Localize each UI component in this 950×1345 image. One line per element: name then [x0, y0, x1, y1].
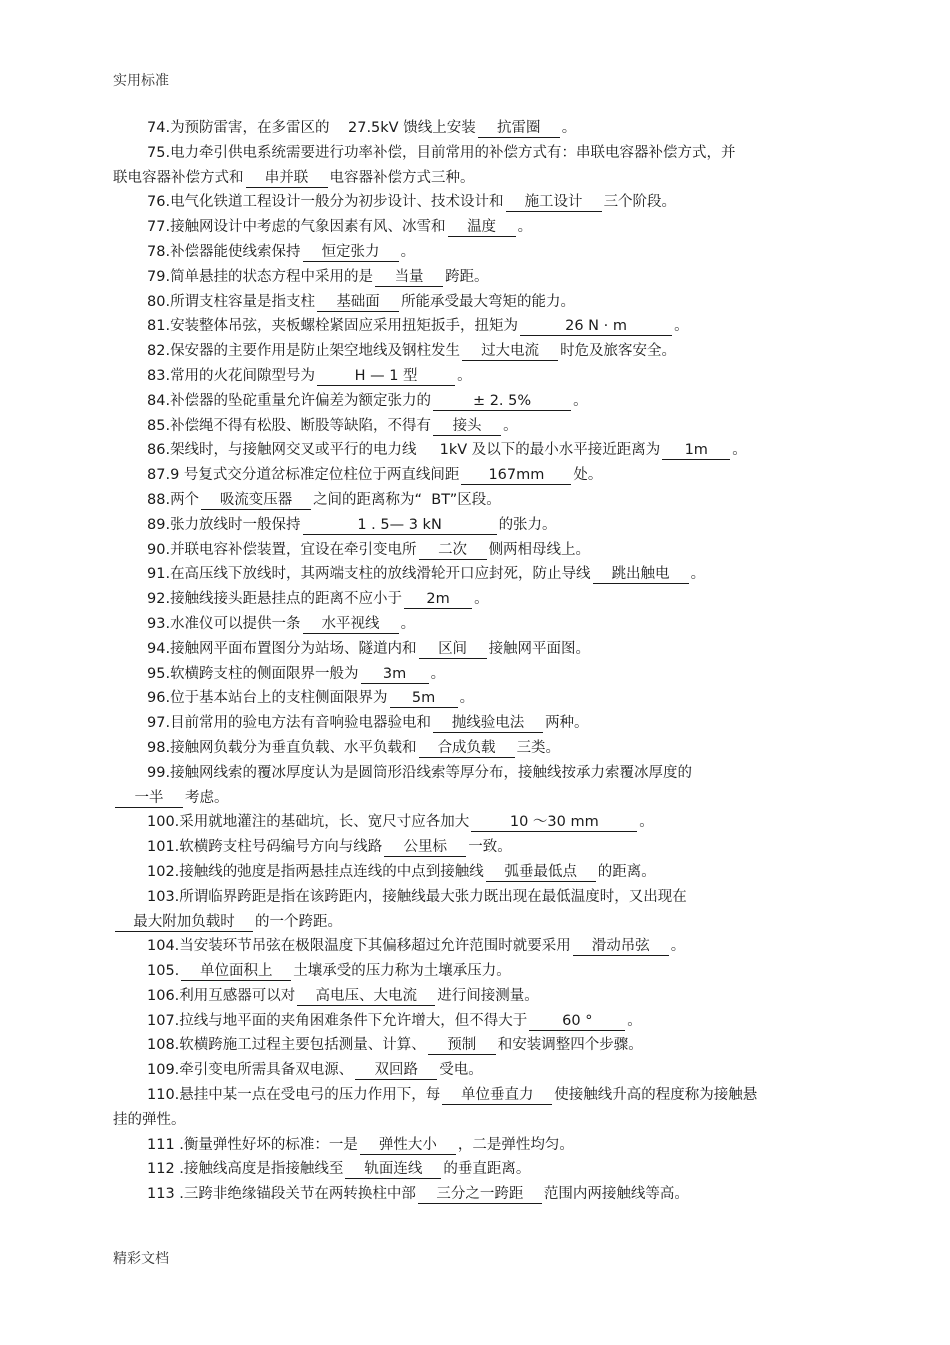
- question-line: [113, 463, 823, 488]
- question-line: [113, 488, 823, 513]
- question-text: 接触网设计中考虑的气象因素有风、冰雪和: [170, 219, 446, 236]
- question-suffix: 三个阶段。: [603, 194, 677, 211]
- answer-blank: 1m: [662, 442, 730, 460]
- question-text: 补偿器能使线索保持: [170, 243, 301, 260]
- question-suffix: 进行间接测量。: [437, 987, 539, 1004]
- question-suffix: 。: [430, 665, 446, 682]
- question-suffix: 之间的距离称为“ BT”区段。: [313, 491, 501, 508]
- question-suffix: 时危及旅客安全。: [560, 343, 677, 360]
- question-suffix: 。: [674, 318, 689, 335]
- answer-blank: 串并联: [246, 170, 328, 188]
- question-text: 电气化铁道工程设计一般分为初步设计、技术设计和: [170, 194, 504, 211]
- question-text: 挂的弹性。: [113, 1111, 186, 1128]
- answer-blank: 施工设计: [506, 194, 602, 212]
- question-text: 简单悬挂的状态方程中采用的是: [170, 268, 374, 285]
- question-text: 软横跨施工过程主要包括测量、计算、: [179, 1037, 426, 1054]
- page-header: 实用标准: [113, 73, 169, 89]
- question-text: 采用就地灌注的基础坑，长、宽尺寸应各加大: [179, 814, 470, 831]
- question-line: [113, 562, 823, 587]
- answer-blank: ± 2. 5%: [433, 393, 571, 411]
- answer-blank: 过大电流: [462, 343, 558, 361]
- question-number: 82.: [147, 343, 171, 360]
- question-line: [113, 835, 823, 860]
- question-suffix: 。: [561, 120, 577, 136]
- question-suffix: 的垂直距离。: [443, 1161, 531, 1178]
- question-number: 110.: [147, 1087, 180, 1104]
- question-number: 109.: [147, 1062, 180, 1079]
- question-line: [113, 314, 823, 339]
- question-line: [113, 1157, 823, 1182]
- question-suffix: ，二是弹性均匀。: [457, 1136, 574, 1153]
- question-text: 接触网平面布置图分为站场、隧道内和: [170, 640, 417, 657]
- question-number: 78.: [147, 243, 171, 260]
- question-number: 90.: [147, 541, 171, 558]
- question-text: 两个: [170, 491, 200, 508]
- answer-blank: 预制: [428, 1037, 496, 1055]
- question-text: 位于基本站台上的支柱侧面限界为: [170, 690, 388, 707]
- answer-blank: 最大附加负载时: [115, 914, 253, 932]
- question-suffix: 三类。: [516, 739, 561, 756]
- question-suffix: 侧两相母线上。: [488, 541, 591, 558]
- question-number: 75.: [147, 144, 171, 161]
- question-text: 9 号复式交分道岔标准定位柱位于两直线间距: [170, 467, 460, 484]
- question-number: 81.: [147, 318, 171, 335]
- question-suffix: 电容器补偿方式三种。: [329, 169, 475, 186]
- question-line: [113, 686, 823, 711]
- answer-blank: 公里标: [384, 839, 466, 857]
- question-text: 并联电容补偿装置，宜设在牵引变电所: [170, 541, 417, 558]
- question-suffix: 一致。: [468, 839, 512, 856]
- question-line: [113, 141, 823, 166]
- question-line: [113, 389, 823, 414]
- question-line: [113, 538, 823, 563]
- question-text: 牵引变电所需具备双电源、: [179, 1062, 354, 1079]
- question-number: 91.: [147, 566, 171, 583]
- question-line: [113, 215, 823, 240]
- question-number: 98.: [147, 739, 171, 756]
- question-number: 97.: [147, 715, 171, 732]
- question-text: 水准仪可以提供一条: [170, 615, 301, 632]
- question-number: 83.: [147, 367, 171, 384]
- question-suffix: 土壤承受的压力称为土壤承压力。: [293, 963, 511, 980]
- question-line: [113, 339, 823, 364]
- question-line: [113, 637, 823, 662]
- answer-blank: 恒定张力: [303, 244, 399, 262]
- answer-blank: 26 N · m: [520, 318, 672, 336]
- question-text: 补偿绳不得有松股、断股等缺陷，不得有: [170, 417, 432, 434]
- question-number: 111 .: [147, 1136, 184, 1153]
- question-text: 接触线高度是指接触线至: [183, 1161, 344, 1178]
- question-line: [113, 1108, 823, 1133]
- question-line: [113, 438, 823, 463]
- question-number: 89.: [147, 516, 171, 533]
- answer-blank: 基础面: [317, 294, 399, 312]
- answer-blank: 弹性大小: [360, 1137, 456, 1155]
- question-line: [113, 116, 823, 141]
- question-suffix: 。: [457, 367, 472, 384]
- question-suffix: 受电。: [439, 1062, 483, 1079]
- question-suffix: 。: [400, 615, 416, 632]
- question-suffix: 。: [627, 1012, 642, 1029]
- question-number: 84.: [147, 392, 171, 409]
- question-number: 86.: [147, 442, 171, 459]
- answer-blank: 双回路: [355, 1062, 437, 1080]
- question-number: 87.: [147, 467, 171, 484]
- question-line: [113, 1083, 823, 1108]
- question-line: [113, 414, 823, 439]
- question-text: 接触网线索的覆冰厚度认为是圆筒形沿线索等厚分布，接触线按承力索覆冰厚度的: [170, 764, 693, 781]
- question-text: 当安装环节吊弦在极限温度下其偏移超过允许范围时就要采用: [179, 938, 571, 955]
- question-text: 悬挂中某一点在受电弓的压力作用下，每: [179, 1087, 441, 1104]
- answer-blank: 单位面积上: [181, 963, 291, 981]
- question-suffix: 。: [670, 938, 686, 955]
- answer-blank: 三分之一跨距: [418, 1186, 542, 1204]
- question-number: 104.: [147, 938, 180, 955]
- answer-blank: 接头: [433, 418, 501, 436]
- answer-blank: 当量: [375, 269, 443, 287]
- question-suffix: 考虑。: [185, 789, 229, 806]
- question-text: 在高压线下放线时，其两端支柱的放线滑轮开口应封死，防止导线: [170, 566, 591, 583]
- question-line: [113, 934, 823, 959]
- answer-blank: 二次: [419, 542, 487, 560]
- question-line: [113, 736, 823, 761]
- question-line: [113, 1033, 823, 1058]
- question-suffix: 。: [474, 591, 489, 608]
- question-line: [113, 513, 823, 538]
- question-line: [113, 761, 823, 786]
- answer-blank: 区间: [419, 641, 487, 659]
- answer-blank: 轨面连线: [345, 1161, 441, 1179]
- question-number: 76.: [147, 194, 171, 211]
- question-text: 安装整体吊弦，夹板螺栓紧固应采用扭矩扳手，扭矩为: [170, 318, 519, 335]
- question-suffix: 范围内两接触线等高。: [543, 1186, 689, 1203]
- question-text: 常用的火花间隙型号为: [170, 367, 316, 384]
- question-line: [113, 587, 823, 612]
- question-text: 补偿器的坠砣重量允许偏差为额定张力的: [170, 392, 432, 409]
- question-suffix: 两种。: [545, 715, 589, 732]
- question-line: [113, 1058, 823, 1083]
- question-text: 为预防雷害，在多雷区的 27.5kV 馈线上安装: [170, 120, 476, 136]
- question-text: 接触线接头距悬挂点的距离不应小于: [170, 591, 403, 608]
- question-text: 目前常用的验电方法有音响验电器验电和: [170, 715, 432, 732]
- question-list: [113, 116, 823, 1207]
- answer-blank: 167mm: [461, 467, 571, 485]
- question-text: 软横跨支柱号码编号方向与线路: [179, 839, 383, 856]
- question-text: 三跨非绝缘锚段关节在两转换柱中部: [183, 1186, 416, 1203]
- question-text: 拉线与地平面的夹角困难条件下允许增大，但不得大于: [179, 1012, 528, 1029]
- question-suffix: 。: [732, 442, 747, 459]
- question-number: 107.: [147, 1012, 180, 1029]
- question-suffix: 跨距。: [445, 268, 489, 285]
- question-number: 101.: [147, 839, 180, 856]
- question-line: [113, 290, 823, 315]
- question-suffix: 。: [459, 690, 475, 707]
- question-text: 接触线的弛度是指两悬挂点连线的中点到接触线: [179, 863, 484, 880]
- question-number: 77.: [147, 219, 171, 236]
- answer-blank: H — 1 型: [317, 368, 455, 386]
- question-suffix: 。: [400, 243, 416, 260]
- question-line: [113, 885, 823, 910]
- question-text: 电力牵引供电系统需要进行功率补偿，目前常用的补偿方式有：串联电容器补偿方式，并: [170, 144, 736, 161]
- page-footer: 精彩文档: [113, 1251, 169, 1267]
- question-number: 100.: [147, 814, 180, 831]
- question-line: [113, 612, 823, 637]
- question-text: 张力放线时一般保持: [170, 516, 301, 533]
- question-line: [113, 984, 823, 1009]
- answer-blank: 5m: [390, 690, 458, 708]
- question-number: 88.: [147, 491, 171, 508]
- question-number: 96.: [147, 690, 171, 707]
- question-line: [113, 959, 823, 984]
- question-line: [113, 240, 823, 265]
- answer-blank: 温度: [448, 219, 516, 237]
- question-suffix: 。: [573, 392, 588, 409]
- question-line: [113, 1182, 823, 1207]
- question-suffix: 的一个跨距。: [255, 913, 342, 930]
- question-line: [113, 786, 823, 811]
- question-text: 接触网负载分为垂直负载、水平负载和: [170, 739, 417, 756]
- question-suffix: 的距离。: [597, 863, 656, 880]
- question-text: 联电容器补偿方式和: [113, 169, 244, 186]
- answer-blank: 吸流变压器: [201, 492, 311, 510]
- question-line: [113, 190, 823, 215]
- question-line: [113, 1133, 823, 1158]
- question-text: 保安器的主要作用是防止架空地线及钢柱发生: [170, 343, 461, 360]
- answer-blank: 一半: [115, 790, 183, 808]
- question-number: 112 .: [147, 1161, 184, 1178]
- answer-blank: 抗雷圈: [478, 120, 560, 138]
- answer-blank: 3m: [361, 666, 429, 684]
- question-suffix: 。: [639, 814, 654, 831]
- question-line: [113, 860, 823, 885]
- answer-blank: 抛线验电法: [433, 715, 543, 733]
- question-suffix: 处。: [573, 467, 603, 484]
- question-number: 105.: [147, 963, 180, 980]
- answer-blank: 跳出触电: [593, 566, 689, 584]
- question-line: [113, 910, 823, 935]
- answer-blank: 2m: [404, 591, 472, 609]
- answer-blank: 高电压、大电流: [297, 988, 435, 1006]
- question-text: 所谓支柱容量是指支柱: [170, 293, 316, 310]
- question-suffix: 所能承受最大弯矩的能力。: [401, 293, 576, 310]
- question-suffix: 。: [517, 219, 533, 236]
- question-number: 106.: [147, 987, 180, 1004]
- question-number: 108.: [147, 1037, 180, 1054]
- question-suffix: 使接触线升高的程度称为接触悬: [554, 1087, 758, 1104]
- question-text: 所谓临界跨距是指在该跨距内，接触线最大张力既出现在最低温度时，又出现在: [179, 888, 687, 905]
- question-number: 102.: [147, 863, 180, 880]
- answer-blank: 单位垂直力: [442, 1087, 552, 1105]
- question-number: 79.: [147, 268, 171, 285]
- question-text: 架线时，与接触网交叉或平行的电力线 1kV 及以下的最小水平接近距离为: [170, 442, 661, 459]
- answer-blank: 水平视线: [303, 616, 399, 634]
- question-number: 85.: [147, 417, 171, 434]
- question-number: 94.: [147, 640, 171, 657]
- question-line: [113, 364, 823, 389]
- question-line: [113, 1009, 823, 1034]
- question-text: 软横跨支柱的侧面限界一般为: [170, 665, 359, 682]
- question-number: 92.: [147, 591, 171, 608]
- question-number: 93.: [147, 615, 171, 632]
- question-number: 103.: [147, 888, 180, 905]
- question-suffix: 和安装调整四个步骤。: [497, 1037, 643, 1054]
- question-suffix: 。: [690, 566, 706, 583]
- answer-blank: 弧垂最低点: [486, 864, 596, 882]
- question-number: 80.: [147, 293, 171, 310]
- answer-blank: 滑动吊弦: [573, 938, 669, 956]
- answer-blank: 60 °: [529, 1013, 625, 1031]
- question-line: [113, 166, 823, 191]
- question-line: [113, 265, 823, 290]
- question-number: 99.: [147, 764, 171, 781]
- question-line: [113, 810, 823, 835]
- answer-blank: 10 ～30 mm: [471, 814, 637, 832]
- question-suffix: 接触网平面图。: [488, 640, 591, 657]
- answer-blank: 1 . 5— 3 kN: [303, 517, 497, 535]
- question-suffix: 的张力。: [498, 516, 557, 533]
- question-number: 74.: [147, 120, 171, 136]
- question-number: 95.: [147, 665, 171, 682]
- question-line: [113, 662, 823, 687]
- question-text: 利用互感器可以对: [179, 987, 296, 1004]
- question-text: 衡量弹性好坏的标准：一是: [183, 1136, 358, 1153]
- question-number: 113 .: [147, 1186, 184, 1203]
- question-line: [113, 711, 823, 736]
- answer-blank: 合成负载: [419, 740, 515, 758]
- question-suffix: 。: [503, 417, 518, 434]
